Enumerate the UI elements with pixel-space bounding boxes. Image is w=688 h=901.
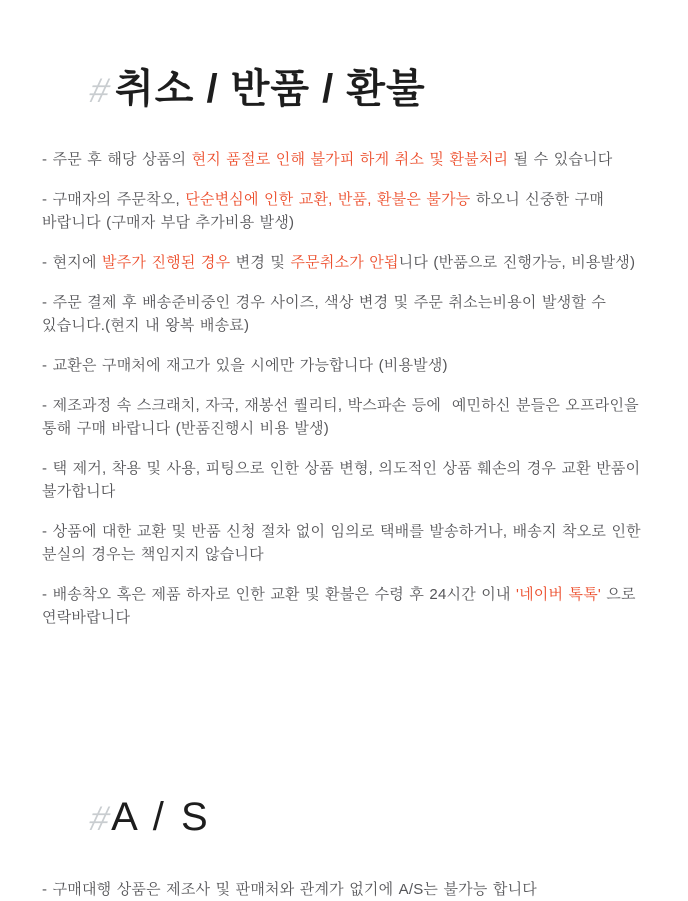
policy-item <box>42 148 660 171</box>
policy-item <box>42 878 660 901</box>
body-text: - 배송착오 혹은 제품 하자로 인한 교환 및 환불은 수령 후 24시간 이내 <box>42 586 516 603</box>
section-title <box>85 66 688 112</box>
body-text: 하오니 신중한 구매 바랍니다 (구매자 부담 추가비용 발생) <box>42 191 610 231</box>
highlighted-text: 현지 품절로 인해 불가피 하게 취소 및 환불처리 <box>191 151 509 168</box>
section-paragraphs <box>42 878 660 901</box>
body-text: - 현지에 <box>42 254 103 271</box>
body-text: - 주문 후 해당 상품의 <box>42 151 192 168</box>
hash-icon: # <box>85 72 115 110</box>
section-title-text: 취소 / 반품 / 환불 <box>115 67 426 111</box>
body-text: 니다 (반품으로 진행가능, 비용발생) <box>398 254 636 271</box>
section-title <box>85 794 688 840</box>
body-text: 변경 및 <box>230 254 291 271</box>
highlighted-text: 단순변심에 인한 교환, 반품, 환불은 불가능 <box>185 191 471 208</box>
policy-item <box>42 457 660 503</box>
highlighted-text: 발주가 진행된 경우 <box>102 254 231 271</box>
hash-icon: # <box>85 800 115 838</box>
policy-item <box>42 291 660 337</box>
body-text: 으로 연락바랍니다 <box>42 586 642 626</box>
body-text: - 제조과정 속 스크래치, 자국, 재봉선 퀄리티, 박스파손 등에 예민하신 분들은 오프라인을 통해 구매 바랍니다 (반품진행시 비용 발생) <box>42 397 645 437</box>
policy-item <box>42 394 660 440</box>
policy-item <box>42 354 660 377</box>
body-text: - 교환은 구매처에 재고가 있을 시에만 가능합니다 (비용발생) <box>42 357 448 374</box>
body-text: 될 수 있습니다 <box>508 151 613 168</box>
section-as <box>0 646 688 901</box>
section-paragraphs <box>42 148 660 629</box>
policy-item <box>42 583 660 629</box>
body-text: - 구매대행 상품은 제조사 및 판매처와 관계가 없기에 A/S는 불가능 합니다 <box>42 881 537 898</box>
policy-item <box>42 251 660 274</box>
policy-item <box>42 188 660 234</box>
highlighted-text: 주문취소가 안됩 <box>290 254 399 271</box>
body-text: - 구매자의 주문착오, <box>42 191 186 208</box>
policy-item <box>42 520 660 566</box>
section-title-text: A / S <box>111 795 211 839</box>
body-text: - 상품에 대한 교환 및 반품 신청 절차 없이 임의로 택배를 발송하거나, 배송지 착오로 인한 분실의 경우는 책임지지 않습니다 <box>42 523 647 563</box>
body-text: - 택 제거, 착용 및 사용, 피팅으로 인한 상품 변형, 의도적인 상품 훼손의 경우 교환 반품이 불가합니다 <box>42 460 646 500</box>
body-text: - 주문 결제 후 배송준비중인 경우 사이즈, 색상 변경 및 주문 취소는비용이 발생할 수 있습니다.(현지 내 왕복 배송료) <box>42 294 612 334</box>
highlighted-text: '네이버 톡톡' <box>516 586 601 603</box>
